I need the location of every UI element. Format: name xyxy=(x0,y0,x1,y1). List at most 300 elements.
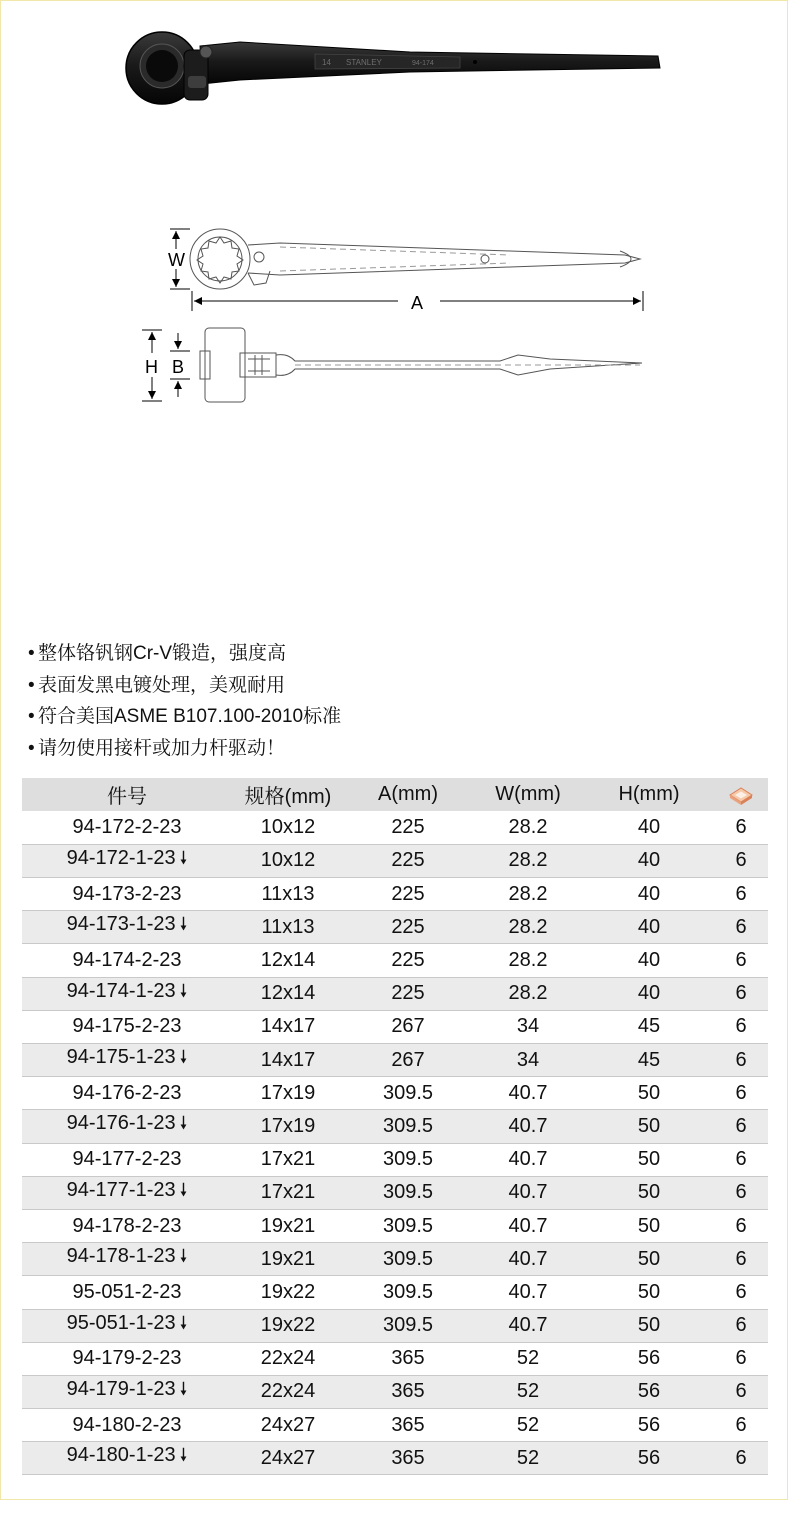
cell-spec-text: 19x21 xyxy=(260,1214,316,1237)
cell-pack-qty-text: 6 xyxy=(735,1081,747,1104)
cell-spec xyxy=(232,1077,344,1110)
cell-pack-qty-text: 6 xyxy=(735,1280,747,1303)
cell-w xyxy=(472,811,584,844)
table-row xyxy=(22,1409,768,1442)
cell-h-text: 50 xyxy=(637,1214,661,1237)
cell-a xyxy=(344,878,472,911)
table-row xyxy=(22,911,768,944)
cell-a-text: 225 xyxy=(391,849,425,872)
cell-pack-qty-text: 6 xyxy=(735,849,747,872)
cell-spec-text: 10x12 xyxy=(260,816,316,839)
cell-w xyxy=(472,1209,584,1242)
cell-h-text: 40 xyxy=(637,882,661,905)
cell-pack-qty-text: 6 xyxy=(735,1446,747,1469)
cell-h xyxy=(584,1143,714,1176)
cell-spec xyxy=(232,1143,344,1176)
cell-pack-qty xyxy=(714,1309,768,1342)
cell-h-text: 50 xyxy=(637,1280,661,1303)
cell-w-text: 52 xyxy=(516,1380,540,1403)
cell-pack-qty-text: 6 xyxy=(735,1413,747,1436)
cell-spec-text: 14x17 xyxy=(260,1015,316,1038)
down-arrow-icon: 🠗 xyxy=(179,1312,188,1333)
cell-a-text: 225 xyxy=(391,882,425,905)
cell-pack-qty xyxy=(714,1375,768,1408)
cell-h-text: 50 xyxy=(637,1181,661,1204)
cell-pack-qty xyxy=(714,1442,768,1475)
cell-part-no xyxy=(22,1143,232,1176)
cell-pack-qty xyxy=(714,1044,768,1077)
table-row xyxy=(22,1375,768,1408)
cell-h-text: 40 xyxy=(637,816,661,839)
bullet: • xyxy=(28,643,35,664)
box-icon xyxy=(728,784,754,806)
cell-w xyxy=(472,911,584,944)
cell-h xyxy=(584,1276,714,1309)
table-row xyxy=(22,1110,768,1143)
cell-h-text: 40 xyxy=(637,849,661,872)
cell-h xyxy=(584,1409,714,1442)
cell-w xyxy=(472,1375,584,1408)
cell-w-text: 28.2 xyxy=(508,849,548,872)
cell-a-text: 365 xyxy=(391,1446,425,1469)
feature-text: 请勿使用接杆或加力杆驱动！ xyxy=(38,737,286,759)
cell-w xyxy=(472,1110,584,1143)
cell-spec xyxy=(232,977,344,1010)
brand-mark: STANLEY xyxy=(346,58,382,67)
cell-a-text: 309.5 xyxy=(382,1081,434,1104)
cell-part-no xyxy=(22,1176,232,1209)
cell-pack-qty xyxy=(714,1176,768,1209)
cell-spec-text: 11x13 xyxy=(261,882,315,905)
thickness-label: B xyxy=(172,357,185,377)
cell-h xyxy=(584,1077,714,1110)
cell-pack-qty xyxy=(714,844,768,877)
table-header-row xyxy=(22,778,768,811)
cell-a-text: 309.5 xyxy=(382,1247,434,1270)
cell-w xyxy=(472,1044,584,1077)
header-part-no: 件号 xyxy=(107,786,147,809)
cell-w xyxy=(472,1143,584,1176)
cell-part-no xyxy=(22,1375,232,1408)
cell-w xyxy=(472,1409,584,1442)
length-label: A xyxy=(411,293,424,313)
cell-part-no-text: 95-051-2-23 xyxy=(72,1280,182,1303)
cell-part-no xyxy=(22,1442,232,1475)
cell-pack-qty xyxy=(714,1243,768,1276)
cell-a xyxy=(344,977,472,1010)
code-mark: 94-174 xyxy=(412,60,434,67)
feature-item xyxy=(28,638,341,670)
cell-pack-qty xyxy=(714,1276,768,1309)
cell-pack-qty xyxy=(714,1209,768,1242)
cell-part-no xyxy=(22,844,232,877)
cell-part-no xyxy=(22,811,232,844)
feature-item xyxy=(28,670,341,702)
cell-w xyxy=(472,1342,584,1375)
cell-w-text: 40.7 xyxy=(508,1081,548,1104)
cell-w-text: 28.2 xyxy=(508,915,548,938)
cell-part-no-text: 94-175-1-23 xyxy=(66,1046,176,1069)
header-w: W(mm) xyxy=(495,783,561,806)
cell-w-text: 28.2 xyxy=(508,816,548,839)
cell-pack-qty-text: 6 xyxy=(735,1181,747,1204)
cell-h xyxy=(584,1375,714,1408)
cell-part-no xyxy=(22,1077,232,1110)
cell-h-text: 40 xyxy=(637,982,661,1005)
table-row xyxy=(22,1309,768,1342)
cell-a xyxy=(344,1442,472,1475)
cell-a xyxy=(344,1409,472,1442)
feature-list xyxy=(28,638,341,764)
cell-w-text: 52 xyxy=(516,1413,540,1436)
cell-h-text: 56 xyxy=(637,1446,661,1469)
table-row xyxy=(22,944,768,977)
cell-part-no xyxy=(22,878,232,911)
down-arrow-icon: 🠗 xyxy=(179,914,188,935)
cell-spec xyxy=(232,1442,344,1475)
cell-pack-qty xyxy=(714,1143,768,1176)
cell-w-text: 40.7 xyxy=(508,1247,548,1270)
down-arrow-icon: 🠗 xyxy=(179,1047,188,1068)
cell-part-no xyxy=(22,1409,232,1442)
cell-spec xyxy=(232,844,344,877)
cell-w-text: 40.7 xyxy=(508,1314,548,1337)
cell-part-no xyxy=(22,1243,232,1276)
cell-a-text: 365 xyxy=(391,1380,425,1403)
cell-w-text: 28.2 xyxy=(508,882,548,905)
cell-a xyxy=(344,1110,472,1143)
cell-w-text: 40.7 xyxy=(508,1114,548,1137)
cell-a xyxy=(344,811,472,844)
cell-w xyxy=(472,1077,584,1110)
cell-pack-qty xyxy=(714,944,768,977)
cell-pack-qty xyxy=(714,1409,768,1442)
width-label: W xyxy=(168,250,185,270)
cell-spec-text: 14x17 xyxy=(260,1048,316,1071)
down-arrow-icon: 🠗 xyxy=(179,1113,188,1134)
cell-pack-qty-text: 6 xyxy=(735,1114,747,1137)
cell-h-text: 50 xyxy=(637,1114,661,1137)
cell-a xyxy=(344,1309,472,1342)
cell-w-text: 40.7 xyxy=(508,1148,548,1171)
table-row xyxy=(22,1077,768,1110)
cell-h-text: 50 xyxy=(637,1314,661,1337)
cell-spec xyxy=(232,1010,344,1043)
cell-h xyxy=(584,1010,714,1043)
cell-pack-qty-text: 6 xyxy=(735,1247,747,1270)
cell-h-text: 50 xyxy=(637,1148,661,1171)
cell-a-text: 267 xyxy=(391,1015,425,1038)
spec-table xyxy=(22,778,768,1475)
table-row xyxy=(22,878,768,911)
cell-part-no xyxy=(22,911,232,944)
cell-a-text: 309.5 xyxy=(382,1280,434,1303)
cell-spec-text: 10x12 xyxy=(260,849,316,872)
cell-h xyxy=(584,1044,714,1077)
cell-a-text: 365 xyxy=(391,1413,425,1436)
cell-a xyxy=(344,1276,472,1309)
cell-spec-text: 22x24 xyxy=(260,1380,316,1403)
cell-w xyxy=(472,878,584,911)
table-row xyxy=(22,1010,768,1043)
cell-a xyxy=(344,1209,472,1242)
cell-part-no-text: 94-178-2-23 xyxy=(72,1214,182,1237)
cell-a-text: 309.5 xyxy=(382,1314,434,1337)
cell-part-no-text: 94-178-1-23 xyxy=(66,1245,176,1268)
cell-h-text: 40 xyxy=(637,915,661,938)
cell-h-text: 50 xyxy=(637,1247,661,1270)
header-h: H(mm) xyxy=(618,783,680,806)
cell-part-no-text: 94-180-1-23 xyxy=(66,1444,176,1467)
cell-part-no xyxy=(22,1309,232,1342)
cell-w xyxy=(472,1442,584,1475)
cell-part-no-text: 94-172-1-23 xyxy=(66,846,176,869)
cell-spec xyxy=(232,911,344,944)
cell-h xyxy=(584,1442,714,1475)
down-arrow-icon: 🠗 xyxy=(179,847,188,868)
cell-pack-qty-text: 6 xyxy=(735,1380,747,1403)
down-arrow-icon: 🠗 xyxy=(179,980,188,1001)
cell-part-no xyxy=(22,1209,232,1242)
cell-w-text: 40.7 xyxy=(508,1214,548,1237)
table-row xyxy=(22,1442,768,1475)
table-row xyxy=(22,1243,768,1276)
cell-spec-text: 17x19 xyxy=(260,1114,316,1137)
cell-h xyxy=(584,977,714,1010)
cell-a-text: 225 xyxy=(391,816,425,839)
cell-part-no-text: 94-172-2-23 xyxy=(72,816,182,839)
cell-a xyxy=(344,944,472,977)
cell-spec-text: 17x21 xyxy=(260,1181,316,1204)
cell-pack-qty-text: 6 xyxy=(735,1015,747,1038)
cell-spec xyxy=(232,1243,344,1276)
cell-pack-qty xyxy=(714,878,768,911)
cell-a xyxy=(344,1077,472,1110)
table-row xyxy=(22,977,768,1010)
cell-pack-qty-text: 6 xyxy=(735,1347,747,1370)
cell-w-text: 34 xyxy=(516,1048,540,1071)
cell-part-no-text: 94-177-1-23 xyxy=(66,1178,176,1201)
cell-a xyxy=(344,1243,472,1276)
cell-w-text: 40.7 xyxy=(508,1280,548,1303)
cell-spec xyxy=(232,1342,344,1375)
cell-spec-text: 11x13 xyxy=(261,915,315,938)
cell-h xyxy=(584,1342,714,1375)
cell-spec-text: 19x21 xyxy=(260,1247,316,1270)
cell-part-no-text: 94-174-1-23 xyxy=(66,979,176,1002)
cell-a-text: 225 xyxy=(391,949,425,972)
cell-w-text: 28.2 xyxy=(508,982,548,1005)
cell-w xyxy=(472,1010,584,1043)
cell-part-no-text: 94-179-2-23 xyxy=(72,1347,182,1370)
table-row xyxy=(22,1209,768,1242)
cell-w xyxy=(472,844,584,877)
cell-w xyxy=(472,1176,584,1209)
cell-spec xyxy=(232,1176,344,1209)
cell-pack-qty-text: 6 xyxy=(735,1314,747,1337)
wrench-photo xyxy=(110,18,680,118)
cell-spec xyxy=(232,1309,344,1342)
cell-spec xyxy=(232,1375,344,1408)
cell-a-text: 225 xyxy=(391,915,425,938)
header-pack-qty xyxy=(714,778,768,811)
cell-w-text: 52 xyxy=(516,1347,540,1370)
cell-w xyxy=(472,1243,584,1276)
cell-h xyxy=(584,1309,714,1342)
cell-h-text: 45 xyxy=(637,1015,661,1038)
cell-spec xyxy=(232,1409,344,1442)
cell-a xyxy=(344,1143,472,1176)
table-row xyxy=(22,1342,768,1375)
feature-text: 表面发黑电镀处理，美观耐用 xyxy=(38,674,286,696)
cell-w-text: 52 xyxy=(516,1446,540,1469)
cell-pack-qty xyxy=(714,911,768,944)
cell-h xyxy=(584,844,714,877)
cell-h-text: 50 xyxy=(637,1081,661,1104)
cell-part-no-text: 94-177-2-23 xyxy=(72,1148,182,1171)
cell-spec xyxy=(232,944,344,977)
cell-part-no-text: 94-173-1-23 xyxy=(66,913,176,936)
cell-pack-qty-text: 6 xyxy=(735,915,747,938)
table-row xyxy=(22,811,768,844)
cell-spec-text: 22x24 xyxy=(260,1347,316,1370)
table-row xyxy=(22,1176,768,1209)
cell-spec xyxy=(232,878,344,911)
size-mark: 14 xyxy=(322,58,331,67)
cell-part-no-text: 94-176-1-23 xyxy=(66,1112,176,1135)
cell-spec-text: 19x22 xyxy=(260,1314,316,1337)
cell-spec-text: 17x21 xyxy=(260,1148,316,1171)
cell-h xyxy=(584,878,714,911)
cell-h-text: 40 xyxy=(637,949,661,972)
cell-pack-qty xyxy=(714,1110,768,1143)
cell-part-no-text: 94-180-2-23 xyxy=(72,1413,182,1436)
cell-pack-qty xyxy=(714,1077,768,1110)
cell-pack-qty-text: 6 xyxy=(735,982,747,1005)
cell-a xyxy=(344,911,472,944)
cell-w xyxy=(472,944,584,977)
cell-a xyxy=(344,1010,472,1043)
table-row xyxy=(22,1143,768,1176)
cell-spec xyxy=(232,1209,344,1242)
cell-part-no-text: 94-174-2-23 xyxy=(72,949,182,972)
cell-h xyxy=(584,811,714,844)
cell-part-no xyxy=(22,944,232,977)
feature-text: 整体铬钒钢Cr-V锻造，强度高 xyxy=(38,643,287,664)
table-row xyxy=(22,844,768,877)
cell-h-text: 56 xyxy=(637,1413,661,1436)
bullet: • xyxy=(28,674,35,696)
header-a: A(mm) xyxy=(378,783,438,806)
cell-part-no xyxy=(22,1342,232,1375)
cell-h xyxy=(584,944,714,977)
cell-part-no xyxy=(22,1276,232,1309)
cell-spec xyxy=(232,1044,344,1077)
cell-h xyxy=(584,1176,714,1209)
cell-w-text: 28.2 xyxy=(508,949,548,972)
cell-pack-qty-text: 6 xyxy=(735,1148,747,1171)
cell-pack-qty-text: 6 xyxy=(735,882,747,905)
cell-a xyxy=(344,1044,472,1077)
feature-text: 符合美国ASME B107.100-2010标准 xyxy=(38,706,342,727)
cell-a xyxy=(344,844,472,877)
dimension-drawing xyxy=(130,215,670,415)
cell-pack-qty xyxy=(714,1010,768,1043)
cell-pack-qty xyxy=(714,811,768,844)
cell-w xyxy=(472,1276,584,1309)
cell-part-no xyxy=(22,1010,232,1043)
down-arrow-icon: 🠗 xyxy=(179,1246,188,1267)
cell-part-no xyxy=(22,977,232,1010)
bullet: • xyxy=(28,706,35,727)
cell-spec-text: 24x27 xyxy=(260,1413,316,1436)
cell-a-text: 309.5 xyxy=(382,1214,434,1237)
cell-part-no-text: 95-051-1-23 xyxy=(66,1311,176,1334)
cell-part-no xyxy=(22,1044,232,1077)
feature-item xyxy=(28,701,341,733)
cell-w xyxy=(472,977,584,1010)
cell-spec-text: 17x19 xyxy=(260,1081,316,1104)
feature-item xyxy=(28,733,341,765)
table-row xyxy=(22,1276,768,1309)
down-arrow-icon: 🠗 xyxy=(179,1378,188,1399)
down-arrow-icon: 🠗 xyxy=(179,1179,188,1200)
cell-pack-qty-text: 6 xyxy=(735,1048,747,1071)
cell-h-text: 56 xyxy=(637,1380,661,1403)
cell-part-no-text: 94-179-1-23 xyxy=(66,1377,176,1400)
cell-h-text: 45 xyxy=(637,1048,661,1071)
cell-pack-qty-text: 6 xyxy=(735,1214,747,1237)
cell-spec xyxy=(232,1110,344,1143)
cell-a-text: 365 xyxy=(391,1347,425,1370)
cell-spec xyxy=(232,1276,344,1309)
cell-h xyxy=(584,911,714,944)
table-row xyxy=(22,1044,768,1077)
cell-a-text: 309.5 xyxy=(382,1181,434,1204)
cell-spec-text: 24x27 xyxy=(260,1446,316,1469)
cell-part-no-text: 94-175-2-23 xyxy=(72,1015,182,1038)
cell-pack-qty-text: 6 xyxy=(735,949,747,972)
height-label: H xyxy=(145,357,158,377)
header-spec: 规格(mm) xyxy=(244,786,332,809)
cell-a-text: 225 xyxy=(391,982,425,1005)
cell-a-text: 309.5 xyxy=(382,1114,434,1137)
cell-a-text: 309.5 xyxy=(382,1148,434,1171)
cell-pack-qty-text: 6 xyxy=(735,816,747,839)
cell-pack-qty xyxy=(714,1342,768,1375)
cell-part-no-text: 94-173-2-23 xyxy=(72,882,182,905)
cell-w-text: 34 xyxy=(516,1015,540,1038)
cell-w xyxy=(472,1309,584,1342)
cell-pack-qty xyxy=(714,977,768,1010)
cell-part-no xyxy=(22,1110,232,1143)
cell-w-text: 40.7 xyxy=(508,1181,548,1204)
cell-a xyxy=(344,1342,472,1375)
cell-spec xyxy=(232,811,344,844)
cell-h xyxy=(584,1110,714,1143)
cell-a xyxy=(344,1176,472,1209)
cell-h xyxy=(584,1243,714,1276)
cell-a-text: 267 xyxy=(391,1048,425,1071)
cell-spec-text: 12x14 xyxy=(260,949,316,972)
cell-h-text: 56 xyxy=(637,1347,661,1370)
cell-part-no-text: 94-176-2-23 xyxy=(72,1081,182,1104)
cell-spec-text: 19x22 xyxy=(260,1280,316,1303)
down-arrow-icon: 🠗 xyxy=(179,1445,188,1466)
bullet: • xyxy=(28,737,35,759)
cell-h xyxy=(584,1209,714,1242)
cell-a xyxy=(344,1375,472,1408)
